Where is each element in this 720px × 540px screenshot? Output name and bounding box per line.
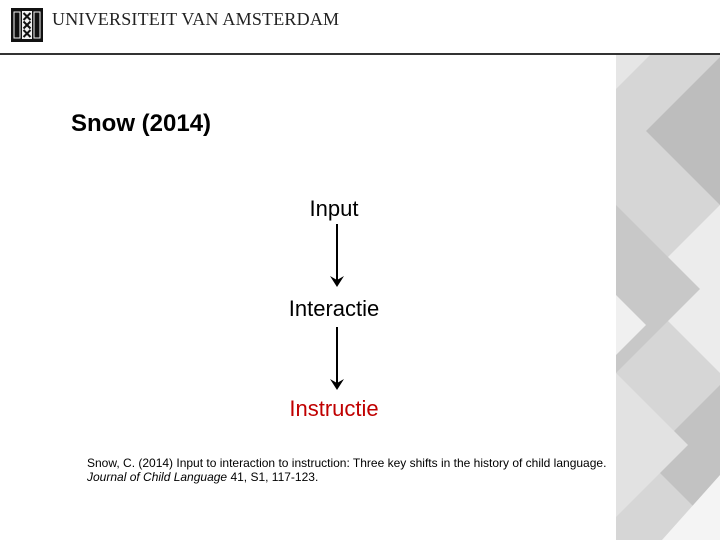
diamond-pattern [616,55,720,540]
citation-line-2 [87,470,606,484]
slide-title: Snow (2014) [71,110,212,137]
citation-line-1: Snow, C. (2014) Input to interaction to instruction: Three key shifts in the history of child language. [87,456,607,470]
institution-name: UNIVERSITEIT VAN AMSTERDAM [52,9,340,29]
decorative-panel [616,55,720,540]
flow-arrows [326,222,348,392]
citation-journal: Journal of Child Language [87,470,228,484]
arrow-down-icon [330,224,344,287]
header-bar [0,0,720,54]
uva-crest-icon [11,8,43,42]
citation-details: 41, S1, 117-123. [227,470,319,484]
header-divider [0,53,720,55]
arrow-down-icon [330,327,344,390]
citation [87,456,606,484]
flow-step-interactie: Interactie [288,296,380,321]
uva-logo [11,8,43,42]
flow-step-instructie: Instructie [289,396,379,421]
flow-step-input: Input [309,196,359,221]
